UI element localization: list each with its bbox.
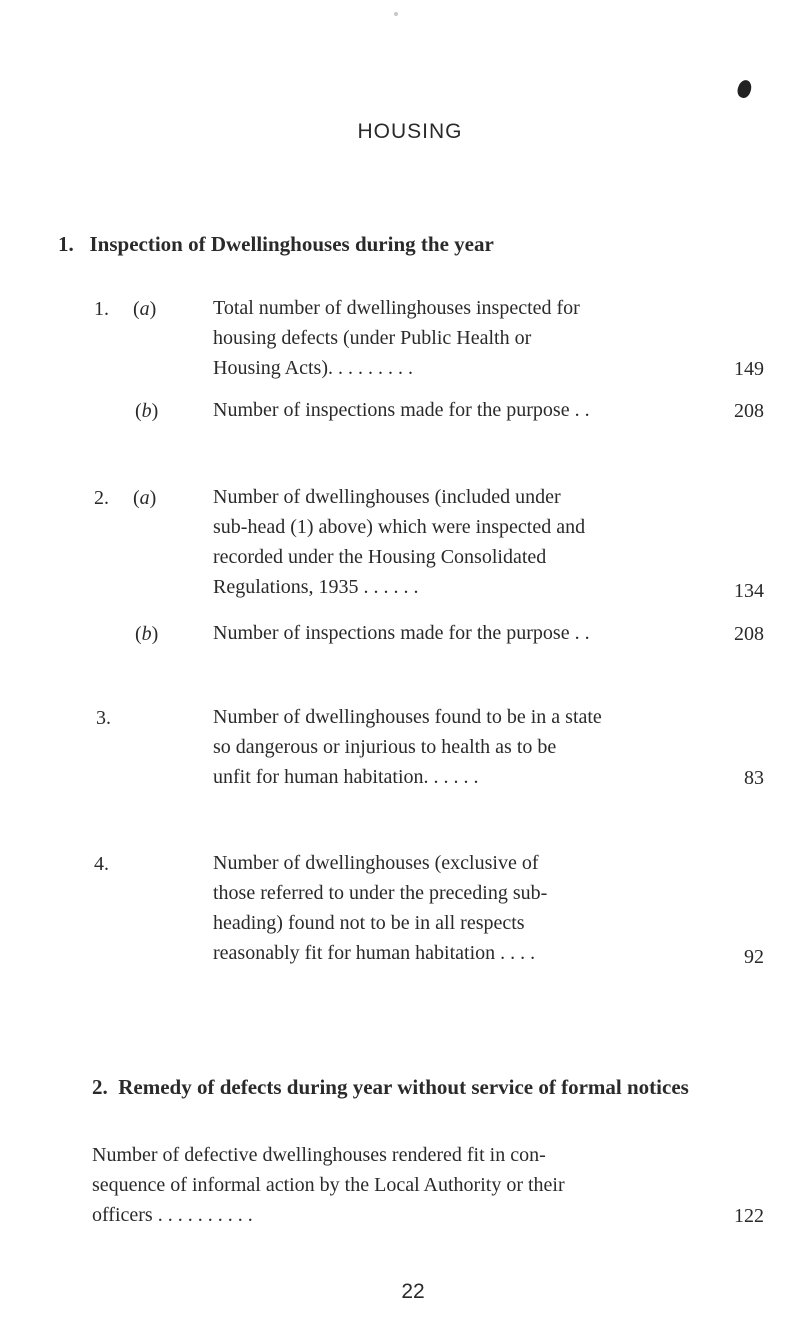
section-2-title: Remedy of defects during year without service of formal notices xyxy=(118,1075,689,1099)
item-2b-label: (b) xyxy=(135,623,159,645)
page-number: 22 xyxy=(401,1280,425,1303)
item-3-value: 83 xyxy=(744,767,764,789)
item-1b-value: 208 xyxy=(734,400,764,422)
section-1-heading xyxy=(58,232,494,257)
item-2a-label: (a) xyxy=(133,487,157,509)
item-2b-value: 208 xyxy=(734,623,764,645)
section-2-heading xyxy=(92,1075,689,1100)
item-1a-value: 149 xyxy=(734,358,764,380)
item-3-number: 3. xyxy=(96,707,111,729)
item-4-text: Number of dwellinghouses (exclusive of those referred to under the preceding sub- heading) found not to be in all respects reasonably fit for human habitation . . . . xyxy=(213,852,548,964)
item-1b-text: Number of inspections made for the purpose . . xyxy=(213,399,590,421)
item-4-value: 92 xyxy=(744,946,764,968)
item-2a-text: Number of dwellinghouses (included under sub-head (1) above) which were inspected and recorded under the Housing Consolidated Regulations, 1935 . . . . . . xyxy=(213,486,586,598)
item-1-number: 1. xyxy=(94,298,109,320)
section-1-title: Inspection of Dwellinghouses during the year xyxy=(89,232,494,256)
item-2-number: 2. xyxy=(94,487,109,509)
item-1a-label: (a) xyxy=(133,298,157,320)
ink-blot xyxy=(735,78,753,99)
section-2-value: 122 xyxy=(734,1205,764,1227)
item-2b-text: Number of inspections made for the purpose . . xyxy=(213,622,590,644)
paper-speck xyxy=(394,12,398,16)
item-3-text: Number of dwellinghouses found to be in a state so dangerous or injurious to health as to be unfit for human habitation. . . . . . xyxy=(213,706,602,788)
item-2a-value: 134 xyxy=(734,580,764,602)
page-title: HOUSING xyxy=(357,120,463,143)
item-4-number: 4. xyxy=(94,853,109,875)
section-1-number: 1. xyxy=(58,232,74,256)
section-2-number: 2. xyxy=(92,1075,108,1099)
item-1b-label: (b) xyxy=(135,400,159,422)
item-1a-text: Total number of dwellinghouses inspected for housing defects (under Public Health or Housing Acts). . . . . . . . . xyxy=(213,297,580,379)
section-2-text: Number of defective dwellinghouses rendered fit in con- sequence of informal action by the Local Authority or their officers . . . . . . . . . . xyxy=(92,1144,565,1226)
